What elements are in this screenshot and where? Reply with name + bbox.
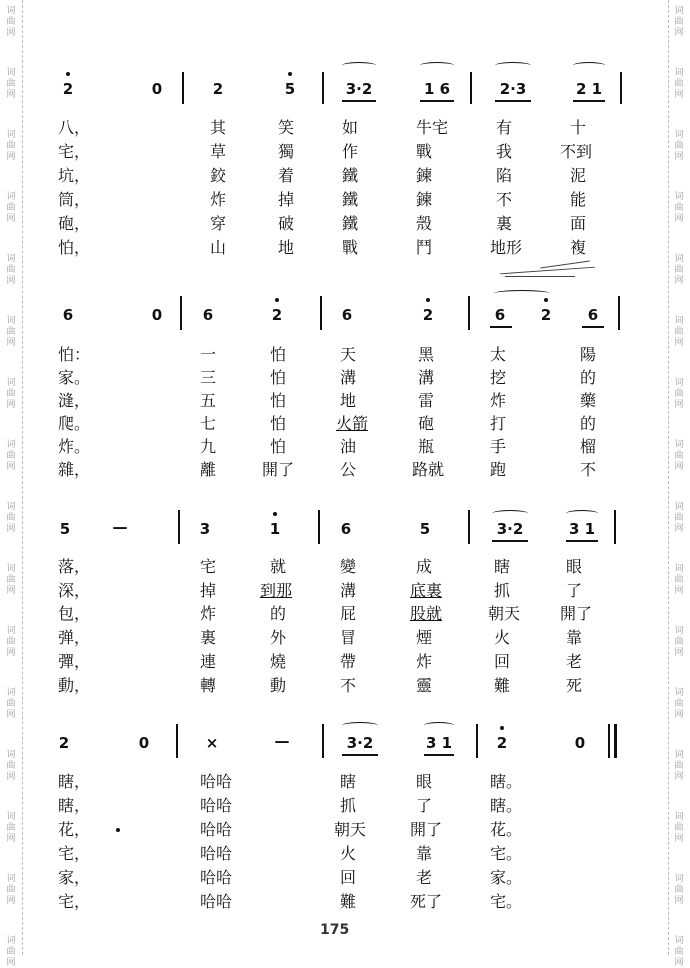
scan-mark: [500, 267, 595, 275]
note: 2 1: [575, 80, 603, 98]
watermark-char: 网: [674, 338, 684, 348]
note: 3·2: [496, 520, 524, 538]
watermark-char: 词: [674, 812, 684, 822]
note: 1 6: [423, 80, 451, 98]
watermark-char: 词: [6, 254, 16, 264]
watermark-char: 曲: [6, 823, 16, 833]
bar-line: [476, 724, 478, 758]
slur: [420, 62, 454, 69]
beam: [342, 100, 376, 102]
watermark-char: 曲: [6, 637, 16, 647]
watermark-char: 网: [674, 524, 684, 534]
watermark-char: 词: [6, 564, 16, 574]
octave-dot: [426, 298, 430, 302]
watermark-char: 网: [6, 462, 16, 472]
watermark-char: 词: [674, 440, 684, 450]
double-bar-line: [614, 724, 617, 758]
watermark-char: 曲: [6, 141, 16, 151]
watermark-char: 词: [6, 812, 16, 822]
watermark-char: 词: [674, 626, 684, 636]
watermark-char: 词: [6, 750, 16, 760]
watermark-char: 词: [674, 130, 684, 140]
note: 6: [341, 306, 353, 324]
watermark-char: 曲: [674, 513, 684, 523]
watermark-char: 曲: [6, 451, 16, 461]
watermark-char: 曲: [674, 265, 684, 275]
watermark-char: 词: [6, 68, 16, 78]
beam: [495, 100, 531, 102]
note: 3: [199, 520, 211, 538]
bar-line: [176, 724, 178, 758]
watermark-char: 网: [674, 28, 684, 38]
watermark-char: 网: [674, 710, 684, 720]
ink-dot: [116, 828, 120, 832]
note: 5: [59, 520, 71, 538]
bar-line: [618, 296, 620, 330]
watermark-char: 曲: [674, 575, 684, 585]
watermark-char: 曲: [674, 451, 684, 461]
watermark-char: 曲: [674, 637, 684, 647]
note: 0: [574, 734, 586, 752]
watermark-char: 曲: [6, 17, 16, 27]
watermark-char: 曲: [674, 389, 684, 399]
watermark-char: 曲: [674, 141, 684, 151]
watermark-char: 网: [674, 214, 684, 224]
beam: [490, 326, 512, 328]
watermark-char: 网: [6, 586, 16, 596]
watermark-char: 网: [6, 648, 16, 658]
watermark-char: 曲: [6, 513, 16, 523]
watermark-char: 词: [674, 254, 684, 264]
watermark-char: 曲: [6, 265, 16, 275]
watermark-char: 网: [674, 90, 684, 100]
note: 0: [151, 80, 163, 98]
beam: [424, 754, 454, 756]
watermark-char: 曲: [6, 79, 16, 89]
watermark-char: 网: [6, 834, 16, 844]
watermark-char: 网: [6, 338, 16, 348]
note: 6: [494, 306, 506, 324]
watermark-char: 网: [6, 28, 16, 38]
watermark-char: 网: [6, 896, 16, 906]
note: 0: [151, 306, 163, 324]
watermark-char: 词: [674, 6, 684, 16]
note: 2: [540, 306, 552, 324]
watermark-char: 词: [6, 440, 16, 450]
slur: [342, 62, 376, 69]
beam: [492, 540, 528, 542]
watermark-char: 曲: [6, 389, 16, 399]
octave-dot: [500, 726, 504, 730]
note: 1: [269, 520, 281, 538]
watermark-char: 网: [6, 90, 16, 100]
note: 5: [419, 520, 431, 538]
dash: —: [274, 732, 290, 750]
watermark-char: 曲: [674, 947, 684, 957]
watermark-char: 网: [6, 276, 16, 286]
watermark-char: 词: [6, 130, 16, 140]
beam: [582, 326, 604, 328]
watermark-char: 词: [674, 502, 684, 512]
watermark-char: 曲: [674, 79, 684, 89]
beam: [420, 100, 454, 102]
note: 2: [58, 734, 70, 752]
watermark-char: 网: [674, 276, 684, 286]
slur: [492, 510, 528, 517]
watermark-char: 词: [6, 378, 16, 388]
watermark-char: 曲: [6, 761, 16, 771]
bar-line: [180, 296, 182, 330]
bar-line: [322, 724, 324, 758]
slur: [566, 510, 598, 517]
watermark-char: 词: [674, 316, 684, 326]
watermark-char: 曲: [674, 327, 684, 337]
watermark-char: 网: [674, 772, 684, 782]
watermark-char: 曲: [6, 885, 16, 895]
watermark-char: 词: [6, 6, 16, 16]
note: 2: [422, 306, 434, 324]
slur: [342, 722, 378, 729]
bar-line: [468, 296, 470, 330]
octave-dot: [288, 72, 292, 76]
watermark-char: 词: [6, 192, 16, 202]
watermark-char: 网: [6, 772, 16, 782]
watermark-char: 曲: [674, 203, 684, 213]
watermark-char: 曲: [674, 699, 684, 709]
watermark-char: 网: [674, 958, 684, 968]
watermark-char: 词: [6, 502, 16, 512]
watermark-char: 曲: [6, 327, 16, 337]
note: 6: [587, 306, 599, 324]
watermark-char: 网: [674, 400, 684, 410]
watermark-char: 曲: [6, 203, 16, 213]
watermark-char: 网: [6, 958, 16, 968]
watermark-char: 曲: [674, 761, 684, 771]
watermark-char: 词: [674, 378, 684, 388]
watermark-char: 网: [6, 710, 16, 720]
watermark-char: 词: [674, 750, 684, 760]
watermark-char: 网: [6, 400, 16, 410]
watermark-char: 词: [6, 936, 16, 946]
watermark-char: 词: [674, 936, 684, 946]
watermark-char: 网: [674, 152, 684, 162]
rest-mark: ×: [205, 734, 219, 752]
bar-line: [322, 72, 324, 104]
watermark-char: 词: [674, 564, 684, 574]
note: 2: [271, 306, 283, 324]
bar-line: [614, 510, 616, 544]
bar-line: [318, 510, 320, 544]
octave-dot: [275, 298, 279, 302]
bar-line: [470, 72, 472, 104]
slur: [424, 722, 454, 729]
bar-line: [320, 296, 322, 330]
octave-dot: [66, 72, 70, 76]
watermark-char: 曲: [674, 823, 684, 833]
note: 6: [340, 520, 352, 538]
bar-line: [620, 72, 622, 104]
watermark-char: 词: [6, 874, 16, 884]
watermark-char: 词: [674, 68, 684, 78]
watermark-char: 曲: [6, 699, 16, 709]
music-score-page: 2 0 2 5 3·2 1 6 2·3 2 1 八， 其 笑 如 牛宅 有 十 宅， 草 獨 作 戰 我 不到 坑， 鉸 着 鐵 鍊 陷 泥 筒， 炸 掉 鐵 鍊 不 能 砲， 穿 破 鐵 殼 裏 面 怕， 山 地 戰 鬥 地形 複 6 0 6 2 6 2 6 2 6 怕： 一 怕 天 黑 太 陽 家。 三 怕 溝 溝 挖 的 漨， 五 怕 地 雷 炸 藥 爬。 七 怕 火箭 砲 打 的 炸。 九 怕 油 瓶 手 榴 雜， 離 開了 公 路就 跑 不 5 — 3 1 6 5 3·2 3 1 落， 宅 就 變 成 瞎 眼 深， 掉 到那 溝 底裏 抓 了 包， 炸 的 屁 股就 朝天 開了 弹， 裏 外 冒 煙 火 靠 彈， 連 燒 帶 炸 回 老 動， 轉 動 不 靈 難 死 2 0 × — 3·2 3 1 2 0 瞎， 哈哈 瞎 眼 瞎。 瞎， 哈哈 抓 了 瞎。 花， 哈哈 朝天 開了 花。 宅， 哈哈 火 靠 宅。 家， 哈哈 回 老 家。 宅， 哈哈 難 死了 宅。 175 词 曲 网 词 曲 网 词 曲 网 词 曲 网 词 曲 网 词 曲 网 词 曲 网 词 曲 网 词 曲 网 词 曲 网 词 曲 网 词 曲 网 词 曲 网 词 曲 网 词 曲 网 词 曲 网 词 曲 网 词 曲 网 词 曲 网 词 曲 网 词 曲 网 词 曲 网 词 曲 网 词 曲 网 词 曲 网 词 曲 网 词 曲 网 词 曲 网 词 曲 网 词 曲 网 词 曲 网 词 曲 网: [0, 0, 690, 955]
octave-dot: [544, 298, 548, 302]
watermark-char: 词: [674, 874, 684, 884]
watermark-char: 网: [6, 152, 16, 162]
note: 5: [284, 80, 296, 98]
note: 3·2: [345, 80, 373, 98]
slur: [494, 290, 550, 297]
note: 2: [62, 80, 74, 98]
watermark-char: 词: [6, 688, 16, 698]
bar-line: [178, 510, 180, 544]
octave-dot: [273, 512, 277, 516]
watermark-char: 词: [674, 192, 684, 202]
beam: [566, 540, 598, 542]
slur: [495, 62, 531, 69]
double-bar-line: [608, 724, 610, 758]
note: 3 1: [568, 520, 596, 538]
bar-line: [182, 72, 184, 104]
watermark-char: 网: [674, 648, 684, 658]
note: 3 1: [425, 734, 453, 752]
watermark-char: 网: [6, 214, 16, 224]
slur: [573, 62, 605, 69]
watermark-char: 曲: [674, 17, 684, 27]
beam: [342, 754, 378, 756]
note: 6: [62, 306, 74, 324]
watermark-char: 网: [674, 462, 684, 472]
bar-line: [468, 510, 470, 544]
note: 2·3: [499, 80, 527, 98]
watermark-char: 词: [674, 688, 684, 698]
watermark-char: 曲: [6, 947, 16, 957]
note: 2: [496, 734, 508, 752]
watermark-char: 网: [674, 896, 684, 906]
dash: —: [112, 518, 128, 536]
beam: [573, 100, 605, 102]
watermark-char: 曲: [6, 575, 16, 585]
watermark-char: 网: [674, 834, 684, 844]
watermark-char: 曲: [674, 885, 684, 895]
watermark-char: 网: [6, 524, 16, 534]
note: 2: [212, 80, 224, 98]
scan-mark: [505, 276, 575, 277]
watermark-char: 网: [674, 586, 684, 596]
page-number: 175: [320, 922, 350, 938]
watermark-char: 词: [6, 626, 16, 636]
note: 0: [138, 734, 150, 752]
note: 3·2: [346, 734, 374, 752]
watermark-char: 词: [6, 316, 16, 326]
note: 6: [202, 306, 214, 324]
